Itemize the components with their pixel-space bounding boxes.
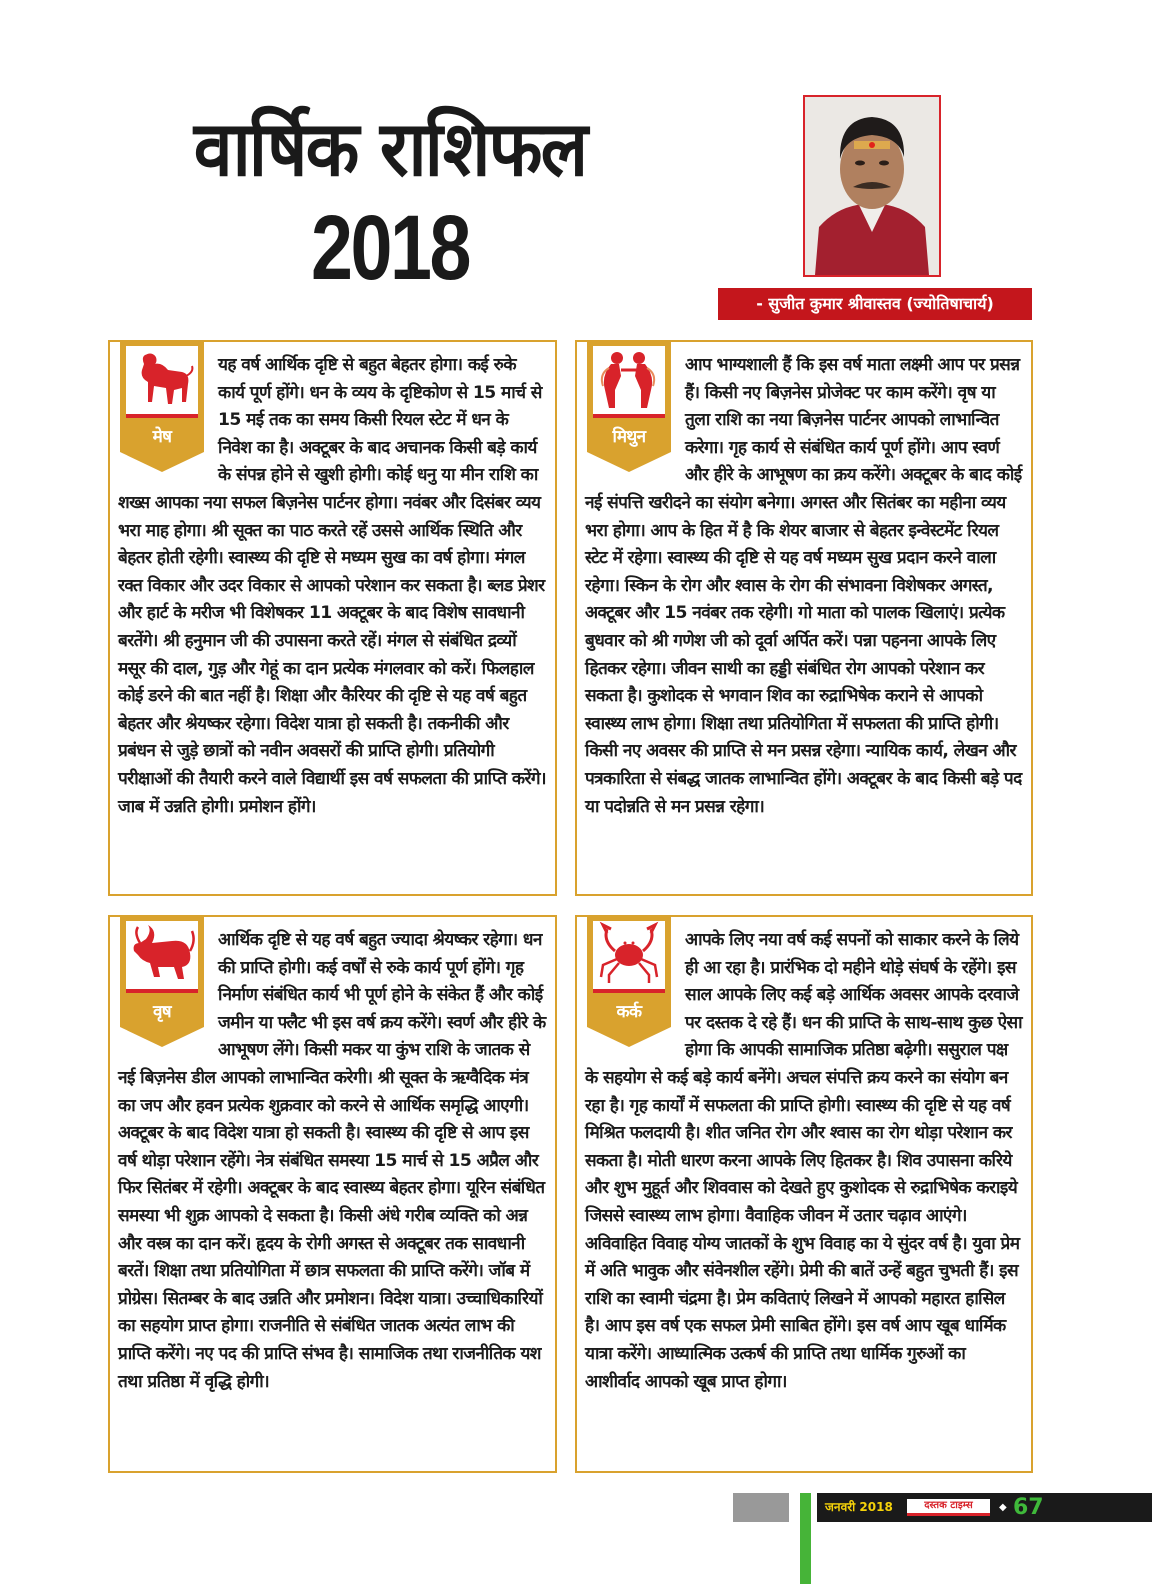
zodiac-badge — [120, 915, 204, 1055]
horoscope-text: आपके लिए नया वर्ष कई सपनों को साकार करने के लिये ही आ रहा है। प्रारंभिक दो महीने थोड़े संघर्ष के रहेंगे। इस साल आपके लिए कई बड़े आर्थिक अवसर आपके दरवाजे पर दस्तक दे रहे हैं। धन की प्राप्ति के साथ-साथ कुछ ऐसा होगा कि आपकी सामाजिक प्रतिष्ठा बढ़ेगी। ससुराल पक्ष के सहयोग से कई बड़े कार्य बनेंगे। अचल संपत्ति क्रय करने का संयोग बन रहा है। गृह कार्यों में सफलता की प्राप्ति होगी। स्वास्थ्य की दृष्टि से यह वर्ष मिश्रित फलदायी है। शीत जनित रोग और श्वास का रोग थोड़ा परेशान कर सकता है। मोती धारण करना आपके लिए हितकर है। शिव उपासना करिये और शुभ मुहूर्त और शिववास को देखते हुए कुशोदक से रुद्राभिषेक कराइये जिससे स्वास्थ्य लाभ होगा। वैवाहिक जीवन में उतार चढ़ाव आएंगे। अविवाहित विवाह योग्य जातकों के शुभ विवाह का ये सुंदर वर्ष है। युवा प्रेम में अति भावुक और संवेनशील रहेंगे। प्रेमी की बातें उन्हें बहुत चुभती हैं। इस राशि का स्वामी चंद्रमा है। प्रेम कविताएं लिखने में आपको महारत हासिल है। आप इस वर्ष एक सफल प्रेमी साबित होंगे। इस वर्ष आप खूब धार्मिक यात्रा करेंगे। आध्यात्मिक उत्कर्ष की प्राप्ति तथा धार्मिक गुरुओं का आशीर्वाद आपको खूब प्राप्त होगा। — [585, 930, 1022, 1392]
footer-date: जनवरी 2018 — [825, 1500, 893, 1514]
horoscope-text: आप भाग्यशाली हैं कि इस वर्ष माता लक्ष्मी आप पर प्रसन्न हैं। किसी नए बिज़नेस प्रोजेक्ट पर काम करेंगे। वृष या तुला राशि का नया बिज़नेस पार्टनर आपको लाभान्वित करेगा। गृह कार्य से संबंधित कार्य पूर्ण होंगे। आप स्वर्ण और हीरे के आभूषण का क्रय करेंगे। अक्टूबर के बाद कोई नई संपत्ति खरीदने का संयोग बनेगा। अगस्त और सितंबर का महीना व्यय भरा होगा। आप के हित में है कि शेयर बाजार से बेहतर इन्वेस्टमेंट रियल स्टेट में रहेगा। स्वास्थ्य की दृष्टि से यह वर्ष मध्यम सुख प्रदान करने वाला रहेगा। स्किन के रोग और श्वास के रोग की संभावना विशेषकर अगस्त, अक्टूबर और 15 नवंबर तक रहेगी। गो माता को पालक खिलाएं। प्रत्येक बुधवार को श्री गणेश जी को दूर्वा अर्पित करें। पन्ना पहनना आपके लिए हितकर रहेगा। जीवन साथी का हड्डी संबंधित रोग आपको परेशान कर सकता है। कुशोदक से भगवान शिव का रुद्राभिषेक कराने से आपको स्वास्थ्य लाभ होगा। शिक्षा तथा प्रतियोगिता में सफलता की प्राप्ति होगी। किसी नए अवसर की प्राप्ति से मन प्रसन्न रहेगा। न्यायिक कार्य, लेखन और पत्रकारिता से संबद्ध जातक लाभान्वित होंगे। अक्टूबर के बाद किसी बड़े पद या पदोन्नति से मन प्रसन्न रहेगा। — [585, 355, 1022, 817]
sign-name: वृष — [152, 1002, 172, 1022]
horoscope-card-body — [585, 927, 1023, 1396]
taurus-bull-icon — [126, 921, 198, 987]
footer-grey-block — [733, 1493, 789, 1522]
horoscope-card-vrish — [108, 915, 557, 1473]
sign-name: मेष — [152, 427, 172, 447]
publication-logo: दस्तक टाइम्स — [907, 1499, 990, 1516]
aries-ram-icon — [126, 346, 198, 412]
cancer-crab-icon — [593, 921, 665, 987]
title-line-2: 2018 — [310, 197, 469, 299]
gemini-twins-icon — [593, 346, 665, 412]
horoscope-card-mithun — [575, 340, 1033, 896]
title-line-1: वार्षिक राशिफल — [193, 104, 587, 193]
sign-name: कर्क — [616, 1002, 642, 1022]
zodiac-badge — [120, 340, 204, 480]
horoscope-card-mesh — [108, 340, 557, 896]
horoscope-card-body — [585, 352, 1023, 821]
horoscope-card-body — [118, 352, 547, 821]
page-title — [120, 100, 660, 298]
page-number: 67 — [1013, 1495, 1044, 1520]
author-photo — [803, 95, 941, 277]
author-portrait-icon — [805, 97, 939, 275]
author-byline: - सुजीत कुमार श्रीवास्तव (ज्योतिषाचार्य) — [718, 288, 1032, 320]
zodiac-badge — [587, 340, 671, 480]
footer-green-stripe — [800, 1493, 811, 1584]
footer-bar — [817, 1493, 1152, 1522]
horoscope-card-kark — [575, 915, 1033, 1473]
diamond-separator-icon: ◆ — [999, 1502, 1007, 1513]
sign-name: मिथुन — [612, 427, 646, 447]
horoscope-text: यह वर्ष आर्थिक दृष्टि से बहुत बेहतर होगा। कई रुके कार्य पूर्ण होंगे। धन के व्यय के दृष्टिकोण से 15 मार्च से 15 मई तक का समय किसी रियल स्टेट में धन के निवेश का है। अक्टूबर के बाद अचानक किसी बड़े कार्य के संपन्न होने से खुशी होगी। कोई धनु या मीन राशि का शख्स आपका नया सफल बिज़नेस पार्टनर होगा। नवंबर और दिसंबर व्यय भरा माह होगा। श्री सूक्त का पाठ करते रहें उससे आर्थिक स्थिति और बेहतर होती रहेगी। स्वास्थ्य की दृष्टि से मध्यम सुख का वर्ष होगा। मंगल रक्त विकार और उदर विकार से आपको परेशान कर सकता है। ब्लड प्रेशर और हार्ट के मरीज भी विशेषकर 11 अक्टूबर के बाद विशेष सावधानी बरतेंगे। श्री हनुमान जी की उपासना करते रहें। मंगल से संबंधित द्रव्यों मसूर की दाल, गुड़ और गेहूं का दान प्रत्येक मंगलवार को करें। फिलहाल कोई डरने की बात नहीं है। शिक्षा और कैरियर की दृष्टि से यह वर्ष बहुत बेहतर और श्रेयष्कर रहेगा। विदेश यात्रा हो सकती है। तकनीकी और प्रबंधन से जुड़े छात्रों को नवीन अवसरों की प्राप्ति होगी। प्रतियोगी परीक्षाओं की तैयारी करने वाले विद्यार्थी इस वर्ष सफलता की प्राप्ति करेंगे। जाब में उन्नति होगी। प्रमोशन होंगे। — [118, 355, 546, 817]
horoscope-text: आर्थिक दृष्टि से यह वर्ष बहुत ज्यादा श्रेयष्कर रहेगा। धन की प्राप्ति होगी। कई वर्षों से रुके कार्य पूर्ण होंगे। गृह निर्माण संबंधित कार्य भी पूर्ण होने के संकेत हैं और कोई जमीन या फ्लैट भी इस वर्ष क्रय करेंगे। स्वर्ण और हीरे के आभूषण लेंगे। किसी मकर या कुंभ राशि के जातक से नई बिज़नेस डील आपको लाभान्वित करेगी। श्री सूक्त के ऋग्वैदिक मंत्र का जप और हवन प्रत्येक शुक्रवार को करने से आर्थिक समृद्धि आएगी। अक्टूबर के बाद विदेश यात्रा हो सकती है। स्वास्थ्य की दृष्टि से आप इस वर्ष थोड़ा परेशान रहेंगे। नेत्र संबंधित समस्या 15 मार्च से 15 अप्रैल और फिर सितंबर में रहेगी। अक्टूबर के बाद स्वास्थ्य बेहतर होगा। यूरिन संबंधित समस्या भी शुक्र आपको दे सकता है। किसी अंधे गरीब व्यक्ति को अन्न और वस्त्र का दान करें। हृदय के रोगी अगस्त से अक्टूबर तक सावधानी बरतें। शिक्षा तथा प्रतियोगिता में छात्र सफलता की प्राप्ति करेंगे। जॉब में प्रोग्रेस। सितम्बर के बाद उन्नति और प्रमोशन। विदेश यात्रा। उच्चाधिकारियों का सहयोग प्राप्त होगा। राजनीति से संबंधित जातक अत्यंत लाभ की प्राप्ति करेंगे। नए पद की प्राप्ति संभव है। सामाजिक तथा राजनीतिक यश तथा प्रतिष्ठा में वृद्धि होगी। — [118, 930, 546, 1392]
zodiac-badge — [587, 915, 671, 1055]
horoscope-card-body — [118, 927, 547, 1396]
